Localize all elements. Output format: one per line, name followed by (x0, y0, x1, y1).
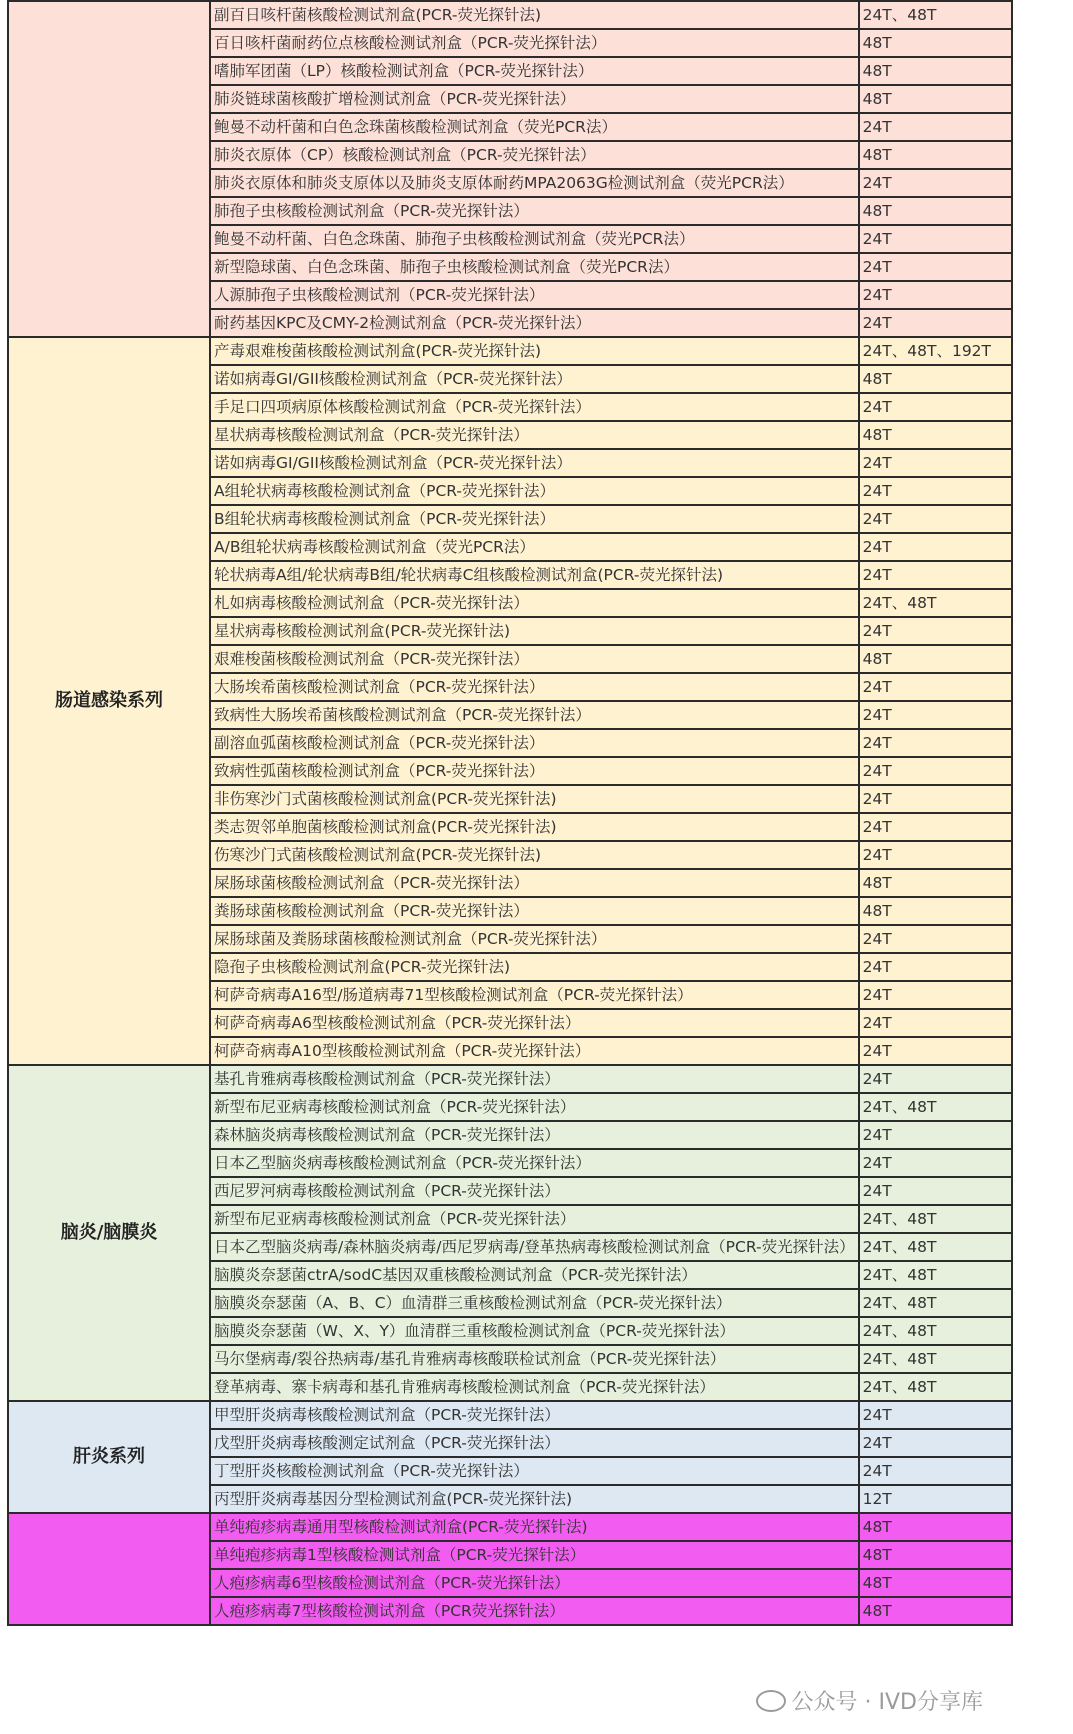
spec-cell: 48T (859, 869, 1012, 897)
spec-cell: 24T (859, 1037, 1012, 1065)
spec-cell: 24T (859, 477, 1012, 505)
category-cell: 肝炎系列 (8, 1401, 210, 1513)
spec-cell: 48T (859, 645, 1012, 673)
category-cell: 脑炎/脑膜炎 (8, 1065, 210, 1401)
wechat-icon (756, 1690, 786, 1712)
product-name-cell: 致病性弧菌核酸检测试剂盒（PCR-荧光探针法） (210, 757, 859, 785)
spec-cell: 24T (859, 1401, 1012, 1429)
spec-cell: 24T (859, 785, 1012, 813)
product-name-cell: A组轮状病毒核酸检测试剂盒（PCR-荧光探针法） (210, 477, 859, 505)
product-name-cell: 屎肠球菌及粪肠球菌核酸检测试剂盒（PCR-荧光探针法） (210, 925, 859, 953)
spec-cell: 24T (859, 617, 1012, 645)
product-table (7, 0, 1013, 1626)
product-name-cell: 日本乙型脑炎病毒/森林脑炎病毒/西尼罗病毒/登革热病毒核酸检测试剂盒（PCR-荧光探针法） (210, 1233, 859, 1261)
product-name-cell: 马尔堡病毒/裂谷热病毒/基孔肯雅病毒核酸联检试剂盒（PCR-荧光探针法） (210, 1345, 859, 1373)
product-name-cell: 耐药基因KPC及CMY-2检测试剂盒（PCR-荧光探针法） (210, 309, 859, 337)
spec-cell: 48T (859, 1541, 1012, 1569)
product-name-cell: 西尼罗河病毒核酸检测试剂盒（PCR-荧光探针法） (210, 1177, 859, 1205)
product-name-cell: 人疱疹病毒7型核酸检测试剂盒（PCR荧光探针法） (210, 1597, 859, 1625)
product-name-cell: 新型布尼亚病毒核酸检测试剂盒（PCR-荧光探针法） (210, 1093, 859, 1121)
product-name-cell: 轮状病毒A组/轮状病毒B组/轮状病毒C组核酸检测试剂盒(PCR-荧光探针法) (210, 561, 859, 589)
category-cell (8, 1, 210, 337)
spec-cell: 48T (859, 85, 1012, 113)
product-name-cell: 副溶血弧菌核酸检测试剂盒（PCR-荧光探针法） (210, 729, 859, 757)
spec-cell: 24T (859, 505, 1012, 533)
spec-cell: 24T (859, 1177, 1012, 1205)
spec-cell: 24T (859, 533, 1012, 561)
product-name-cell: 产毒艰难梭菌核酸检测试剂盒(PCR-荧光探针法) (210, 337, 859, 365)
spec-cell: 48T (859, 57, 1012, 85)
table-row (8, 1401, 1012, 1429)
product-name-cell: 艰难梭菌核酸检测试剂盒（PCR-荧光探针法） (210, 645, 859, 673)
product-name-cell: 甲型肝炎病毒核酸检测试剂盒（PCR-荧光探针法） (210, 1401, 859, 1429)
spec-cell: 24T (859, 281, 1012, 309)
product-name-cell: 伤寒沙门式菌核酸检测试剂盒(PCR-荧光探针法) (210, 841, 859, 869)
table-row (8, 337, 1012, 365)
product-name-cell: 诺如病毒GI/GII核酸检测试剂盒（PCR-荧光探针法） (210, 449, 859, 477)
product-name-cell: 致病性大肠埃希菌核酸检测试剂盒（PCR-荧光探针法） (210, 701, 859, 729)
spec-cell: 24T (859, 561, 1012, 589)
spec-cell: 24T (859, 981, 1012, 1009)
spec-cell: 48T (859, 1597, 1012, 1625)
product-name-cell: 嗜肺军团菌（LP）核酸检测试剂盒（PCR-荧光探针法） (210, 57, 859, 85)
spec-cell: 24T (859, 225, 1012, 253)
spec-cell: 24T (859, 729, 1012, 757)
spec-cell: 24T (859, 673, 1012, 701)
product-name-cell: 肺炎衣原体和肺炎支原体以及肺炎支原体耐药MPA2063G检测试剂盒（荧光PCR法） (210, 169, 859, 197)
product-name-cell: 星状病毒核酸检测试剂盒（PCR-荧光探针法） (210, 421, 859, 449)
product-name-cell: 非伤寒沙门式菌核酸检测试剂盒(PCR-荧光探针法) (210, 785, 859, 813)
product-name-cell: 大肠埃希菌核酸检测试剂盒（PCR-荧光探针法） (210, 673, 859, 701)
watermark-text: 公众号 · IVD分享库 (791, 1690, 983, 1715)
product-name-cell: 粪肠球菌核酸检测试剂盒（PCR-荧光探针法） (210, 897, 859, 925)
spec-cell: 24T (859, 925, 1012, 953)
spec-cell: 24T、48T (859, 1373, 1012, 1401)
product-name-cell: B组轮状病毒核酸检测试剂盒（PCR-荧光探针法） (210, 505, 859, 533)
category-cell: 肠道感染系列 (8, 337, 210, 1065)
product-name-cell: 丙型肝炎病毒基因分型检测试剂盒(PCR-荧光探针法) (210, 1485, 859, 1513)
spec-cell: 24T (859, 813, 1012, 841)
spec-cell: 24T、48T (859, 1233, 1012, 1261)
product-name-cell: 单纯疱疹病毒1型核酸检测试剂盒（PCR-荧光探针法） (210, 1541, 859, 1569)
spec-cell: 24T、48T (859, 1261, 1012, 1289)
product-name-cell: 人疱疹病毒6型核酸检测试剂盒（PCR-荧光探针法） (210, 1569, 859, 1597)
spec-cell: 24T (859, 841, 1012, 869)
product-name-cell: 肺炎链球菌核酸扩增检测试剂盒（PCR-荧光探针法） (210, 85, 859, 113)
spec-cell: 24T (859, 253, 1012, 281)
spec-cell: 24T、48T (859, 1205, 1012, 1233)
spec-cell: 48T (859, 1569, 1012, 1597)
spec-cell: 24T (859, 393, 1012, 421)
product-name-cell: 副百日咳杆菌核酸检测试剂盒(PCR-荧光探针法) (210, 1, 859, 29)
spec-cell: 48T (859, 365, 1012, 393)
product-name-cell: 柯萨奇病毒A10型核酸检测试剂盒（PCR-荧光探针法） (210, 1037, 859, 1065)
spec-cell: 24T、48T (859, 1317, 1012, 1345)
product-name-cell: 百日咳杆菌耐药位点核酸检测试剂盒（PCR-荧光探针法） (210, 29, 859, 57)
table-row (8, 1, 1012, 29)
product-name-cell: 脑膜炎奈瑟菌（W、X、Y）血清群三重核酸检测试剂盒（PCR-荧光探针法） (210, 1317, 859, 1345)
spec-cell: 48T (859, 29, 1012, 57)
product-name-cell: 戊型肝炎病毒核酸测定试剂盒（PCR-荧光探针法） (210, 1429, 859, 1457)
spec-cell: 24T (859, 309, 1012, 337)
watermark (756, 1685, 983, 1716)
spec-cell: 24T (859, 169, 1012, 197)
product-name-cell: 隐孢子虫核酸检测试剂盒(PCR-荧光探针法) (210, 953, 859, 981)
product-name-cell: 手足口四项病原体核酸检测试剂盒（PCR-荧光探针法） (210, 393, 859, 421)
product-name-cell: 屎肠球菌核酸检测试剂盒（PCR-荧光探针法） (210, 869, 859, 897)
spec-cell: 24T、48T (859, 1345, 1012, 1373)
spec-cell: 24T、48T (859, 1093, 1012, 1121)
spec-cell: 24T、48T (859, 1, 1012, 29)
spec-cell: 24T (859, 701, 1012, 729)
spec-cell: 24T (859, 1429, 1012, 1457)
spec-cell: 12T (859, 1485, 1012, 1513)
spec-cell: 24T、48T (859, 1289, 1012, 1317)
product-name-cell: 日本乙型脑炎病毒核酸检测试剂盒（PCR-荧光探针法） (210, 1149, 859, 1177)
spec-cell: 48T (859, 1513, 1012, 1541)
product-name-cell: 柯萨奇病毒A16型/肠道病毒71型核酸检测试剂盒（PCR-荧光探针法） (210, 981, 859, 1009)
product-name-cell: 类志贺邻单胞菌核酸检测试剂盒(PCR-荧光探针法) (210, 813, 859, 841)
spec-cell: 24T (859, 113, 1012, 141)
product-name-cell: 单纯疱疹病毒通用型核酸检测试剂盒(PCR-荧光探针法) (210, 1513, 859, 1541)
spec-cell: 48T (859, 141, 1012, 169)
table-row (8, 1513, 1012, 1541)
product-name-cell: 森林脑炎病毒核酸检测试剂盒（PCR-荧光探针法） (210, 1121, 859, 1149)
product-name-cell: 星状病毒核酸检测试剂盒(PCR-荧光探针法) (210, 617, 859, 645)
product-name-cell: 柯萨奇病毒A6型核酸检测试剂盒（PCR-荧光探针法） (210, 1009, 859, 1037)
category-cell (8, 1513, 210, 1625)
spec-cell: 48T (859, 197, 1012, 225)
product-name-cell: 人源肺孢子虫核酸检测试剂（PCR-荧光探针法） (210, 281, 859, 309)
spec-cell: 24T (859, 1121, 1012, 1149)
spec-cell: 24T (859, 1149, 1012, 1177)
spec-cell: 48T (859, 421, 1012, 449)
spec-cell: 48T (859, 897, 1012, 925)
product-name-cell: 鲍曼不动杆菌、白色念珠菌、肺孢子虫核酸检测试剂盒（荧光PCR法） (210, 225, 859, 253)
table-row (8, 1065, 1012, 1093)
product-name-cell: 肺炎衣原体（CP）核酸检测试剂盒（PCR-荧光探针法） (210, 141, 859, 169)
product-name-cell: 脑膜炎奈瑟菌（A、B、C）血清群三重核酸检测试剂盒（PCR-荧光探针法） (210, 1289, 859, 1317)
product-name-cell: 丁型肝炎核酸检测试剂盒（PCR-荧光探针法） (210, 1457, 859, 1485)
product-name-cell: 新型布尼亚病毒核酸检测试剂盒（PCR-荧光探针法） (210, 1205, 859, 1233)
spec-cell: 24T (859, 1065, 1012, 1093)
product-name-cell: 鲍曼不动杆菌和白色念珠菌核酸检测试剂盒（荧光PCR法） (210, 113, 859, 141)
spec-cell: 24T (859, 449, 1012, 477)
product-name-cell: 新型隐球菌、白色念珠菌、肺孢子虫核酸检测试剂盒（荧光PCR法） (210, 253, 859, 281)
spec-cell: 24T (859, 953, 1012, 981)
product-name-cell: 诺如病毒GI/GII核酸检测试剂盒（PCR-荧光探针法） (210, 365, 859, 393)
spec-cell: 24T、48T、192T (859, 337, 1012, 365)
spec-cell: 24T (859, 1009, 1012, 1037)
spec-cell: 24T (859, 1457, 1012, 1485)
spec-cell: 24T、48T (859, 589, 1012, 617)
spec-cell: 24T (859, 757, 1012, 785)
product-name-cell: A/B组轮状病毒核酸检测试剂盒（荧光PCR法） (210, 533, 859, 561)
product-name-cell: 脑膜炎奈瑟菌ctrA/sodC基因双重核酸检测试剂盒（PCR-荧光探针法） (210, 1261, 859, 1289)
product-name-cell: 登革病毒、寨卡病毒和基孔肯雅病毒核酸检测试剂盒（PCR-荧光探针法） (210, 1373, 859, 1401)
product-name-cell: 基孔肯雅病毒核酸检测试剂盒（PCR-荧光探针法） (210, 1065, 859, 1093)
product-name-cell: 札如病毒核酸检测试剂盒（PCR-荧光探针法） (210, 589, 859, 617)
product-name-cell: 肺孢子虫核酸检测试剂盒（PCR-荧光探针法） (210, 197, 859, 225)
